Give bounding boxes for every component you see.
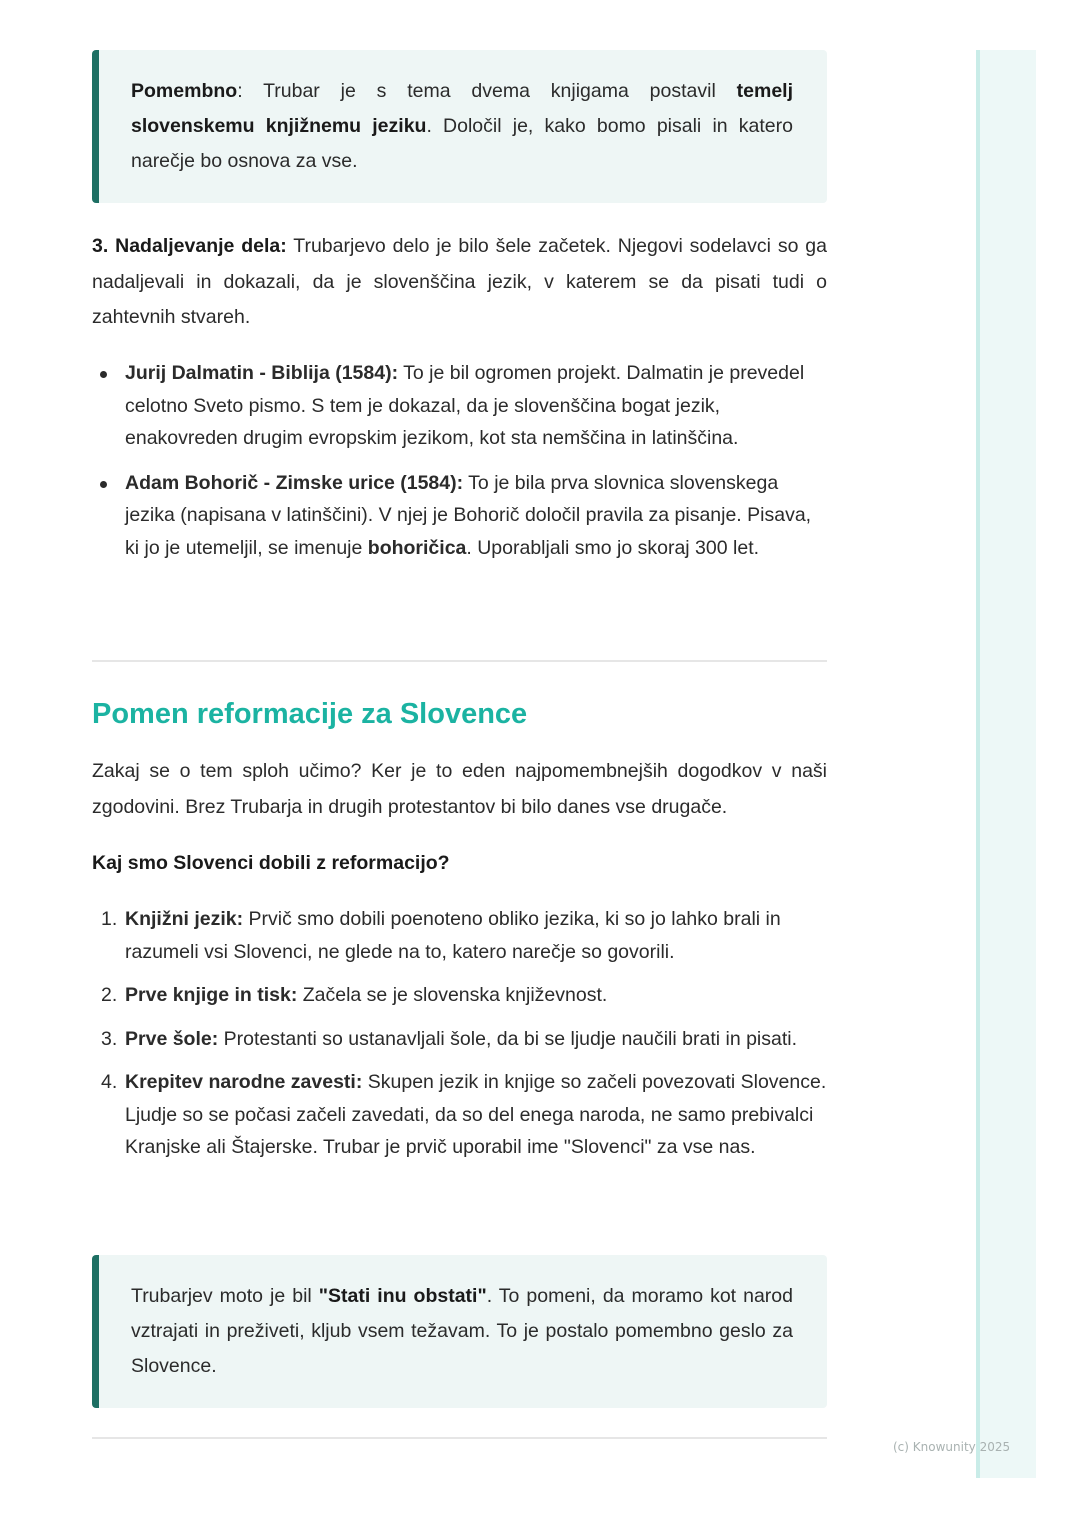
- works-list: [92, 357, 827, 576]
- list-item-text: To je bila prva slovnica slovenskega jezika (napisana v latinščini). V njej je Bohorič določil pravila za pisanje. Pisava, ki jo je utemeljil, se imenuje: [125, 471, 812, 559]
- list-item-title: Prve knjige in tisk:: [125, 984, 298, 1006]
- intro-paragraph: Zakaj se o tem sploh učimo? Ker je to eden najpomembnejših dogodkov v naši zgodovini. Brez Trubarja in drugih protestantov bi bilo danes vse drugače.: [92, 760, 827, 818]
- callout-emphasis: temelj slovenskemu knjižnemu jeziku: [131, 80, 793, 137]
- bullet-marker: [100, 371, 107, 378]
- list-item-title: Krepitev narodne zavesti:: [125, 1071, 363, 1093]
- list-item: [92, 1023, 827, 1056]
- list-item-title: Adam Bohorič - Zimske urice (1584):: [125, 471, 464, 494]
- divider: [92, 660, 827, 662]
- callout-text: Trubarjev moto je bil: [131, 1285, 319, 1307]
- list-item-title: Prve šole:: [125, 1027, 219, 1050]
- list-number: 2.: [101, 984, 118, 1006]
- side-panel: [976, 50, 1036, 1478]
- callout-label: Pomembno: [131, 80, 238, 102]
- callout-text: : Trubar je s tema dvema knjigama postavil: [237, 80, 737, 102]
- list-item-title: Jurij Dalmatin - Biblija (1584):: [125, 362, 399, 384]
- list-item: [92, 357, 827, 455]
- list-item-text: Skupen jezik in knjige so začeli povezovati Slovence. Ljudje so se počasi začeli zavedati, da so del enega naroda, ne samo prebivalci Kranjske ali Štajerske. Trubar je prvič uporabil ime "Slovenci" za vse nas.: [125, 1071, 827, 1158]
- list-item-emphasis: bohoričica: [367, 536, 467, 559]
- section-label: 3. Nadaljevanje dela:: [92, 235, 287, 257]
- callout-text: . To pomeni, da moramo kot narod vztrajati in preživeti, kljub vsem težavam. To je postalo pomembno geslo za Slovence.: [131, 1285, 793, 1377]
- list-number: 1.: [101, 908, 118, 930]
- section-heading: Pomen reformacije za Slovence: [92, 698, 528, 730]
- divider: [92, 1437, 827, 1439]
- list-item-text: To je bil ogromen projekt. Dalmatin je prevedel celotno Sveto pismo. S tem je dokazal, da je slovenščina bogat jezik, enakovreden drugim evropskim jezikom, kot sta nemščina in latinščina.: [125, 362, 805, 449]
- list-item: [92, 903, 827, 968]
- list-number: 3.: [101, 1027, 118, 1050]
- list-item-title: Knjižni jezik:: [125, 908, 244, 930]
- subheading: Kaj smo Slovenci dobili z reformacijo?: [92, 852, 450, 874]
- section-continuation-paragraph: [92, 229, 827, 336]
- benefits-list: [92, 903, 827, 1175]
- list-item-text: Protestanti so ustanavljali šole, da bi se ljudje naučili brati in pisati.: [218, 1027, 798, 1050]
- list-item-text: Začela se je slovenska književnost.: [297, 984, 608, 1006]
- callout-emphasis: "Stati inu obstati": [318, 1285, 487, 1307]
- callout-text: . Določil je, kako bomo pisali in katero narečje bo osnova za vse.: [131, 115, 793, 172]
- section-text: Trubarjevo delo je bilo šele začetek. Njegovi sodelavci so ga nadaljevali in dokazali, da je slovenščina jezik, v katerem se da pisati tudi o zahtevnih stvareh.: [92, 235, 827, 328]
- bullet-marker: [100, 481, 107, 488]
- copyright-text: (c) Knowunity 2025: [893, 1440, 1011, 1454]
- list-item: [92, 1066, 827, 1164]
- list-item: [92, 467, 827, 565]
- motto-callout: [92, 1255, 827, 1408]
- list-item: [92, 979, 827, 1012]
- list-item-text: . Uporabljali smo jo skoraj 300 let.: [466, 536, 760, 559]
- list-item-text: Prvič smo dobili poenoteno obliko jezika, ki so jo lahko brali in razumeli vsi Slovenci, ne glede na to, katero narečje so govorili.: [125, 908, 781, 963]
- list-number: 4.: [101, 1071, 118, 1093]
- important-callout: [92, 50, 827, 203]
